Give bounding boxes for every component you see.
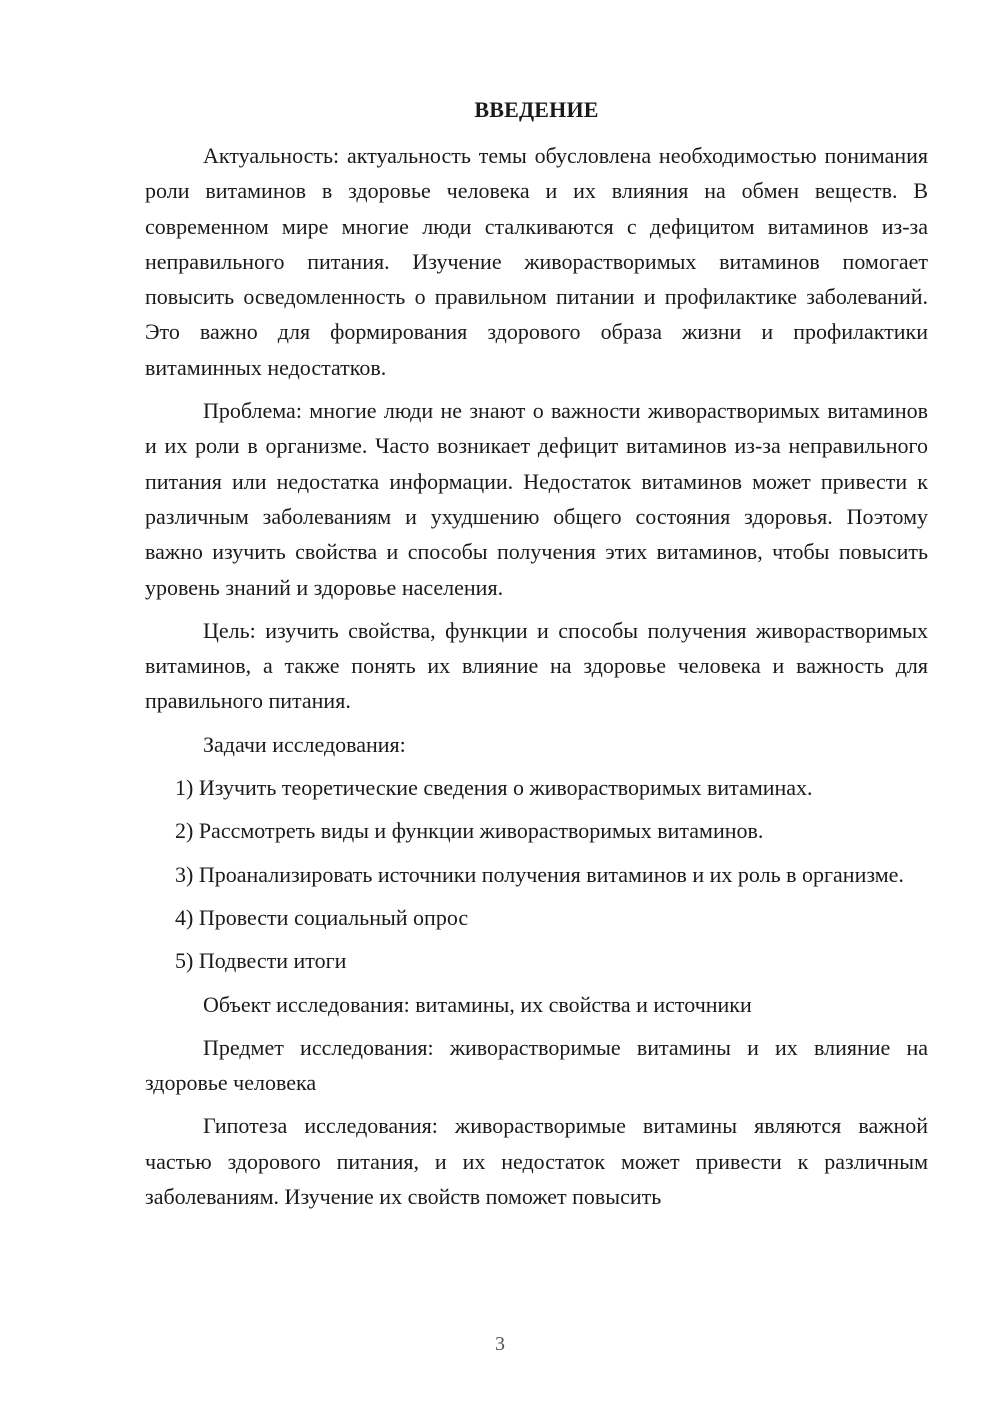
page-content [145, 94, 928, 1214]
paragraph-goal: Цель: изучить свойства, функции и способы получения живорастворимых витаминов, а также понять их влияние на здоровье человека и важность для правильного питания. [145, 617, 928, 714]
task-item-3: 3) Проанализировать источники получения витаминов и их роль в организме. [175, 861, 904, 887]
paragraph-object: Объект исследования: витамины, их свойства и источники [203, 991, 752, 1017]
paragraph-problem: Проблема: многие люди не знают о важности живорастворимых витаминов и их роли в организме. Часто возникает дефицит витаминов из-за неправильного питания или недостатка информации. Недостаток витаминов может привести к различным заболеваниям и ухудшению общего состояния здоровья. Поэтому важно изучить свойства и способы получения этих витаминов, чтобы повысить уровень знаний и здоровье населения. [145, 398, 928, 600]
paragraph-hypothesis: Гипотеза исследования: живорастворимые витамины являются важной частью здорового питания, и их недостаток может привести к различным заболеваниям. Изучение их свойств поможет повысить [145, 1113, 928, 1210]
paragraph-subject: Предмет исследования: живорастворимые витамины и их влияние на здоровье человека [145, 1034, 928, 1096]
task-item-4: 4) Провести социальный опрос [175, 904, 469, 930]
task-item-2: 2) Рассмотреть виды и функции живорастворимых витаминов. [175, 818, 764, 844]
paragraph-relevance: Актуальность: актуальность темы обусловлена необходимостью понимания роли витаминов в здоровье человека и их влияния на обмен веществ. В современном мире многие люди сталкиваются с дефицитом витаминов из-за неправильного питания. Изучение живорастворимых витаминов помогает повысить осведомленность о правильном питании и профилактике заболеваний. Это важно для формирования здорового образа жизни и профилактики витаминных недостатков. [145, 143, 928, 380]
page-number: 3 [495, 1333, 505, 1355]
task-item-5: 5) Подвести итоги [175, 948, 347, 974]
task-item-1: 1) Изучить теоретические сведения о живорастворимых витаминах. [175, 775, 813, 801]
paragraph-tasks-heading: Задачи исследования: [203, 731, 406, 757]
section-title: ВВЕДЕНИЕ [474, 97, 599, 122]
